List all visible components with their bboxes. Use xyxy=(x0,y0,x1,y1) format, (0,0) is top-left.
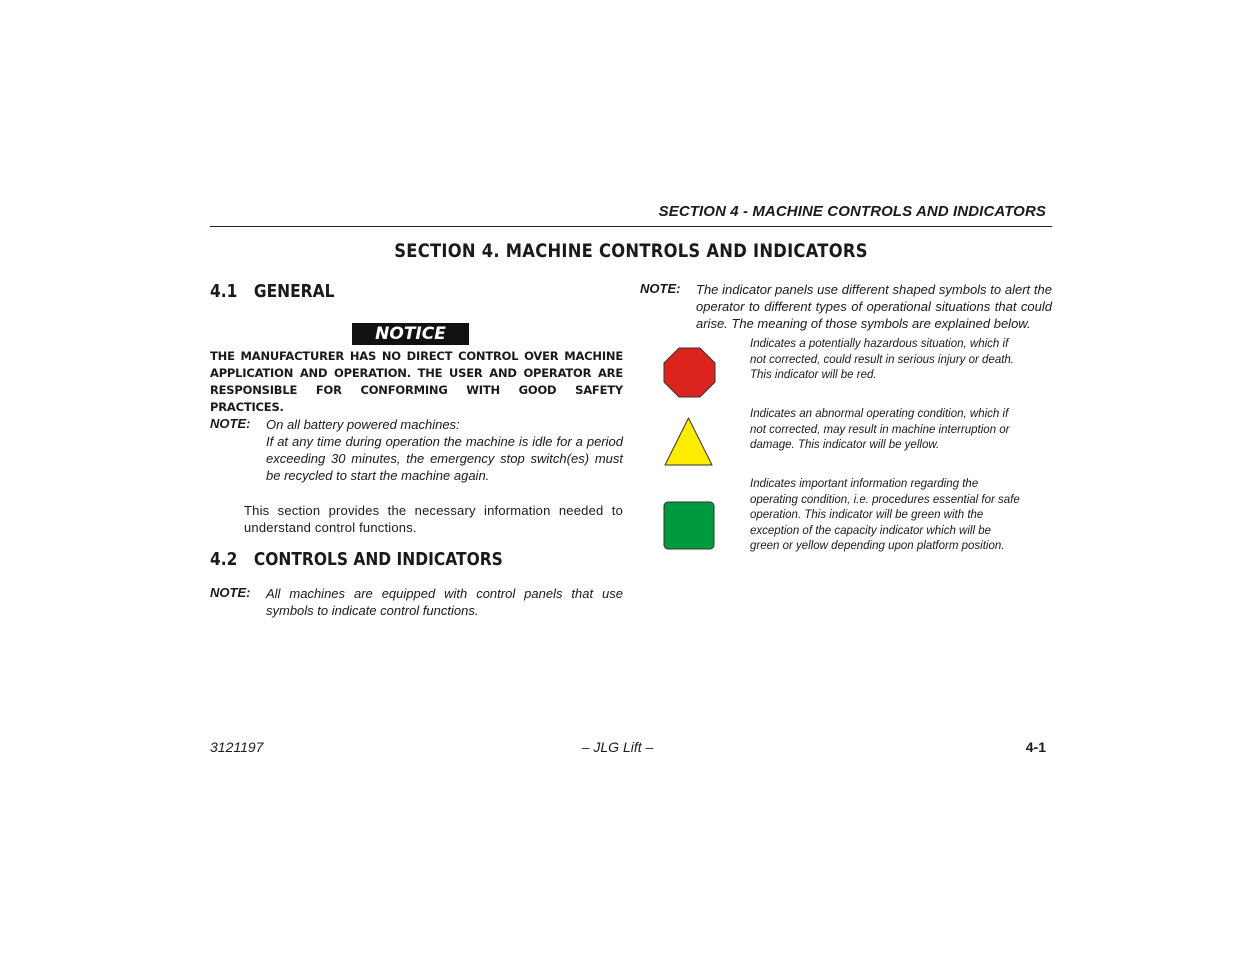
footer-center: – JLG Lift – xyxy=(581,739,654,755)
header-rule xyxy=(210,226,1052,227)
note-label-controls: NOTE: xyxy=(210,585,251,600)
notice-text: THE MANUFACTURER HAS NO DIRECT CONTROL OVER MACHINE APPLICATION AND OPERATION. THE USER AND OPERATOR ARE RESPONSIBLE FOR CONFORMING WITH GOOD SAFETY PRACTICES. xyxy=(210,349,623,414)
indicator-green-text: Indicates important information regarding the operating condition, i.e. procedures essential for safe operation. This indicator will be green with the exception of the capacity indicator which will be green or yellow depending upon platform position. xyxy=(750,478,1020,552)
notice-label: NOTICE xyxy=(352,323,469,345)
red-octagon-icon xyxy=(663,347,716,398)
heading-controls-title: CONTROLS AND INDICATORS xyxy=(253,549,503,570)
note-battery-line2: If at any time during operation the machine is idle for a period exceeding 30 minutes, the emergency stop switch(es) must be recycled to start the machine again. xyxy=(266,434,623,483)
note-battery-line1: On all battery powered machines: xyxy=(266,417,460,432)
footer-page-number: 4-1 xyxy=(1025,739,1046,755)
heading-general xyxy=(210,281,355,302)
note-battery xyxy=(266,416,623,484)
note-label-indicators: NOTE: xyxy=(640,281,681,296)
heading-general-title: GENERAL xyxy=(253,281,335,302)
heading-controls xyxy=(210,549,550,570)
heading-general-number: 4.1 xyxy=(210,281,238,302)
heading-controls-number: 4.2 xyxy=(210,549,238,570)
body-paragraph: This section provides the necessary information needed to understand control functions. xyxy=(244,503,623,535)
footer-doc-number: 3121197 xyxy=(210,739,264,755)
green-square-icon xyxy=(663,501,715,550)
indicator-yellow-text: Indicates an abnormal operating condition, which if not corrected, may result in machine interruption or damage. This indicator will be yellow. xyxy=(750,408,1010,451)
note-label-battery: NOTE: xyxy=(210,416,251,431)
yellow-triangle-icon xyxy=(663,416,714,467)
running-header: SECTION 4 - MACHINE CONTROLS AND INDICATORS xyxy=(658,203,1046,220)
section-title: SECTION 4. MACHINE CONTROLS AND INDICATORS xyxy=(394,240,868,262)
indicator-red-text: Indicates a potentially hazardous situation, which if not corrected, could result in serious injury or death. This indicator will be red. xyxy=(750,338,1014,381)
note-controls: All machines are equipped with control panels that use symbols to indicate control functions. xyxy=(266,586,623,618)
note-indicators: The indicator panels use different shaped symbols to alert the operator to different types of operational situations that could arise. The meaning of those symbols are explained below. xyxy=(696,282,1052,331)
